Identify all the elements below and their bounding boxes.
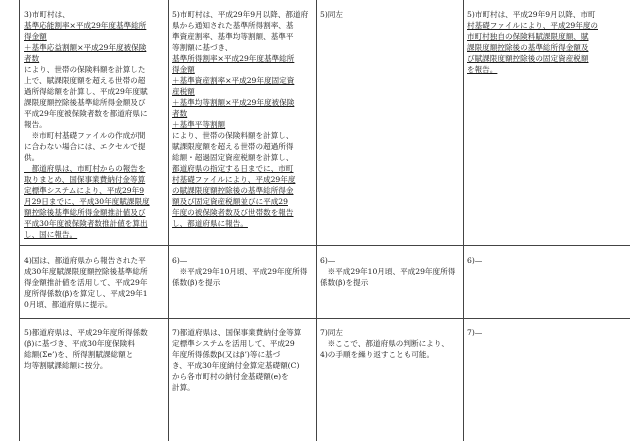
text-line: 月29日までに、平成30年度賦課限度 [24, 197, 150, 206]
text-line: 均等割賦課総額に按分。 [24, 361, 108, 370]
text-line: ＋基準均等割額×平成29年度被保険 [172, 98, 295, 107]
text-line: 4)国は、都道府県から報告された平 [24, 256, 146, 265]
column-divider-3 [463, 0, 464, 441]
text-line: 額及び固定資産税額並びに平成29 [172, 197, 288, 206]
text-line: 定標準システムにより、平成29年9 [24, 186, 145, 195]
text-line: により、世帯の保険料額を計算した [24, 65, 146, 74]
text-line: 得金額推計値を活用して、平成29年 [24, 278, 148, 287]
text-line: 上で、賦課限度額を超える世帯の超 [24, 76, 146, 85]
text-line: 供。 [24, 153, 40, 162]
text-line: 5)同左 [320, 10, 343, 19]
text-line: ※ここで、都道府県の判断により、 [320, 339, 449, 348]
text-line: 定標準システムを活用して、平成29 [172, 339, 295, 348]
text-line: の賦課限度額控除後の基準総所得金 [172, 186, 294, 195]
row2-col1-cell [24, 255, 148, 310]
text-line: 7)同左 [320, 328, 343, 337]
row1-col4-cell [467, 9, 598, 75]
text-line: 得金額 [24, 32, 47, 41]
text-line: 5)市町村は、平成29年9月以降、市町 [467, 10, 596, 19]
text-line: し、都道府県に報告。 [172, 219, 248, 228]
text-line: 5)市町村は、平成29年9月以降、都道府 [172, 10, 309, 19]
text-line: 等割額に基づき、 [172, 43, 233, 52]
column-divider-1 [168, 0, 169, 441]
text-line: 6)— [320, 256, 336, 265]
text-line: 者数 [172, 109, 188, 118]
text-line: 総額・超過固定資産税額を計算し、 [172, 153, 294, 162]
text-line: 課限度額控除後基準総所得金額及び [24, 98, 146, 107]
text-line: ※市町村基礎ファイルの作成が間 [24, 131, 146, 140]
text-line: ＋基準応益割額×平成29年度被保険 [24, 43, 147, 52]
text-line: 賦課限度額を超える世帯の超過所得 [172, 142, 294, 151]
text-line: 年度所得係数β(又はβ’)等に基づ [172, 350, 281, 359]
row-divider-1 [19, 245, 630, 246]
row1-col2-cell [172, 9, 308, 229]
text-line: 都道府県の指定する日までに、市町 [172, 164, 294, 173]
text-line: 7)都道府県は、国保事業費納付金等算 [172, 328, 302, 337]
text-line: 都道府県は、市町村からの報告を [24, 164, 146, 173]
text-line: 報告。 [24, 120, 47, 129]
text-line: 額控除後基準総所得金額推計値及び [24, 208, 146, 217]
text-line: 平成30年度被保険者数推計値を算出 [24, 219, 148, 228]
text-line: ※平成29年10月頃、平成29年度所得 [320, 267, 456, 276]
text-line: を報告。 [467, 65, 498, 74]
text-line: 課限度額控除後の基準総所得金額及 [467, 43, 589, 52]
text-line: 4)の手順を繰り返すことも可能。 [320, 350, 435, 359]
text-line: 基準所得割率×平成29年度基準総所 [172, 54, 295, 63]
text-line: 取りまとめ、国保事業費納付金等算 [24, 175, 146, 184]
text-line: 基準応能割率×平成29年度基準総所 [24, 21, 147, 30]
column-divider-2 [316, 0, 317, 441]
text-line: 係数(β)を提示 [320, 278, 369, 287]
text-line: 度所得係数(β)を算定し、平成29年1 [24, 289, 148, 298]
text-line: により、世帯の保険料額を計算し、 [172, 131, 294, 140]
text-line: し、国に報告。 [24, 230, 78, 239]
text-line: 県から通知された基準所得割率、基 [172, 21, 294, 30]
text-line: 計算。 [172, 383, 195, 392]
text-line: 村基礎ファイルにより、平成29年度の [467, 21, 599, 30]
row2-col3-cell [320, 255, 455, 288]
text-line: 6)— [467, 256, 483, 265]
text-line: 準資産割率、基準均等割額、基準平 [172, 32, 294, 41]
text-line: ＋基準資産割率×平成29年度固定資 [172, 76, 295, 85]
text-line: 年度の被保険者数及び世帯数を報告 [172, 208, 294, 217]
text-line: き、平成30年度納付金算定基礎額(C) [172, 361, 300, 370]
row2-col4-cell [467, 255, 482, 266]
text-line: 6)— [172, 256, 188, 265]
row3-col1-cell [24, 327, 148, 371]
text-line: (β)に基づき、平成30年度保険料 [24, 339, 135, 348]
text-line: 村基礎ファイルにより、平成29年度 [172, 175, 296, 184]
text-line: 成30年度賦課限度額控除後基準総所 [24, 267, 148, 276]
text-line: ＋基準平等割額 [172, 120, 226, 129]
text-line: 平成29年度被保険者数を都道府県に [24, 109, 148, 118]
text-line: に合わない場合には、エクセルで提 [24, 142, 146, 151]
text-line: 3)市町村は、 [24, 10, 70, 19]
text-line: 産税額 [172, 87, 195, 96]
text-line: び賦課限度額控除後の固定資産税額 [467, 54, 589, 63]
text-line: 5)都道府県は、平成29年度所得係数 [24, 328, 148, 337]
row3-col4-cell [467, 327, 482, 338]
text-line: 者数 [24, 54, 40, 63]
text-line: 過所得総額を計算し、平成29年度賦 [24, 87, 148, 96]
row2-col2-cell [172, 255, 307, 288]
text-line: 得金額 [172, 65, 195, 74]
text-line: 7)— [467, 328, 483, 337]
text-line: 市町村独自の保険料賦課限度額、賦 [467, 32, 589, 41]
text-line: から各市町村の納付金基礎額(e)を [172, 372, 289, 381]
table-border-left [19, 0, 20, 441]
row3-col2-cell [172, 327, 301, 393]
text-line: ※平成29年10月頃、平成29年度所得 [172, 267, 308, 276]
row1-col3-cell [320, 9, 343, 20]
text-line: 係数(β)を提示 [172, 278, 221, 287]
text-line: 総額(Σe’)を、所得割賦課総額と [24, 350, 134, 359]
row1-col1-cell [24, 9, 150, 240]
row3-col3-cell [320, 327, 449, 360]
row-divider-2 [19, 318, 630, 319]
text-line: 0月頃、都道府県に提示。 [24, 300, 113, 309]
